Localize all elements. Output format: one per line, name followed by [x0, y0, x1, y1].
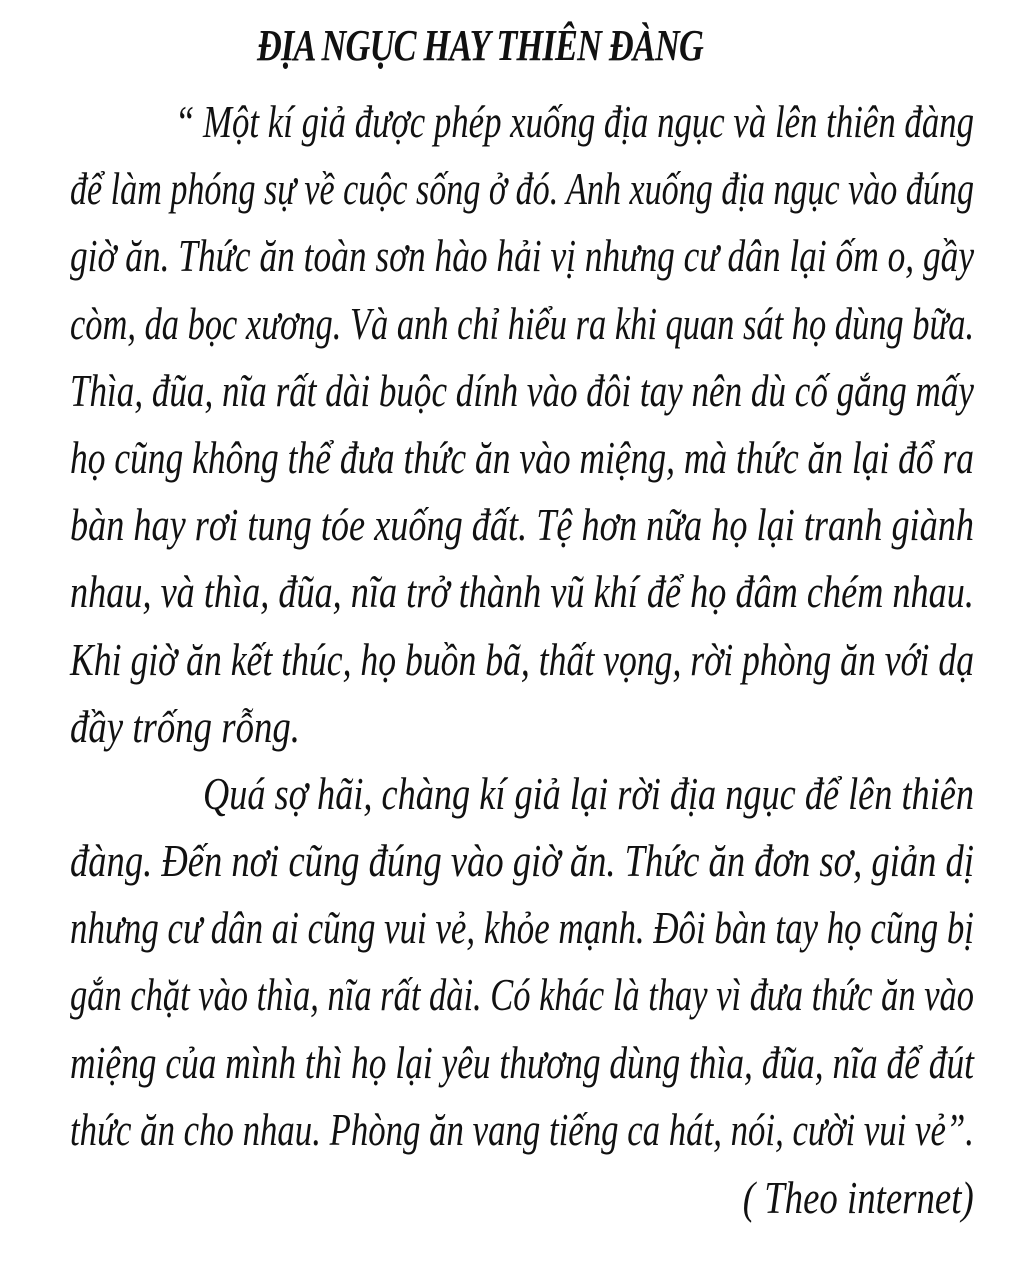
- text-line-6: [70, 424, 974, 491]
- line-text: còm, da bọc xương. Và anh chỉ hiểu ra khi quan sát họ dùng bữa.: [70, 297, 975, 349]
- text-line-13: [70, 894, 974, 961]
- document-title: ĐỊA NGỤC HAY THIÊN ĐÀNG: [256, 21, 704, 70]
- text-line-14: [70, 961, 974, 1028]
- text-line-9: [70, 626, 974, 693]
- text-line-10: [70, 693, 974, 760]
- line-text: thức ăn cho nhau. Phòng ăn vang tiếng ca hát, nói, cười vui vẻ”.: [70, 1103, 974, 1155]
- line-text: nhưng cư dân ai cũng vui vẻ, khỏe mạnh. Đôi bàn tay họ cũng bị: [70, 902, 974, 954]
- line-text: Quá sợ hãi, chàng kí giả lại rời địa ngục để lên thiên: [203, 767, 975, 819]
- cropped-previous-line: [250, 0, 770, 6]
- story-body: [70, 88, 974, 1163]
- line-text: họ cũng không thể đưa thức ăn vào miệng, mà thức ăn lại đổ ra: [70, 431, 975, 483]
- text-line-2: [70, 155, 974, 222]
- line-text: giờ ăn. Thức ăn toàn sơn hào hải vị nhưng cư dân lại ốm o, gầy: [70, 230, 975, 282]
- text-line-15: [70, 1029, 974, 1096]
- text-line-1: [70, 88, 974, 155]
- text-line-11: [70, 760, 974, 827]
- text-line-12: [70, 827, 974, 894]
- text-line-3: [70, 222, 974, 289]
- line-text: đàng. Đến nơi cũng đúng vào giờ ăn. Thức ăn đơn sơ, giản dị: [70, 835, 974, 887]
- text-line-5: [70, 357, 974, 424]
- line-text: đầy trống rỗng.: [70, 700, 300, 752]
- text-line-16: [70, 1096, 974, 1163]
- line-text: Khi giờ ăn kết thúc, họ buồn bã, thất vọng, rời phòng ăn với dạ: [70, 633, 975, 685]
- text-line-4: [70, 290, 974, 357]
- text-line-8: [70, 558, 974, 625]
- line-text: “ Một kí giả được phép xuống địa ngục và lên thiên đàng: [175, 96, 975, 147]
- line-text: miệng của mình thì họ lại yêu thương dùng thìa, đũa, nĩa để đút: [70, 1036, 975, 1088]
- line-text: để làm phóng sự về cuộc sống ở đó. Anh xuống địa ngục vào đúng: [70, 163, 975, 215]
- line-text: nhau, và thìa, đũa, nĩa trở thành vũ khí để họ đâm chém nhau.: [70, 566, 974, 618]
- line-text: Thìa, đũa, nĩa rất dài buộc dính vào đôi tay nên dù cố gắng mấy: [70, 364, 974, 416]
- line-text: gắn chặt vào thìa, nĩa rất dài. Có khác là thay vì đưa thức ăn vào: [70, 969, 974, 1021]
- text-line-7: [70, 491, 974, 558]
- source-credit: ( Theo internet): [743, 1172, 974, 1223]
- line-text: bàn hay rơi tung tóe xuống đất. Tệ hơn nữa họ lại tranh giành: [70, 499, 974, 551]
